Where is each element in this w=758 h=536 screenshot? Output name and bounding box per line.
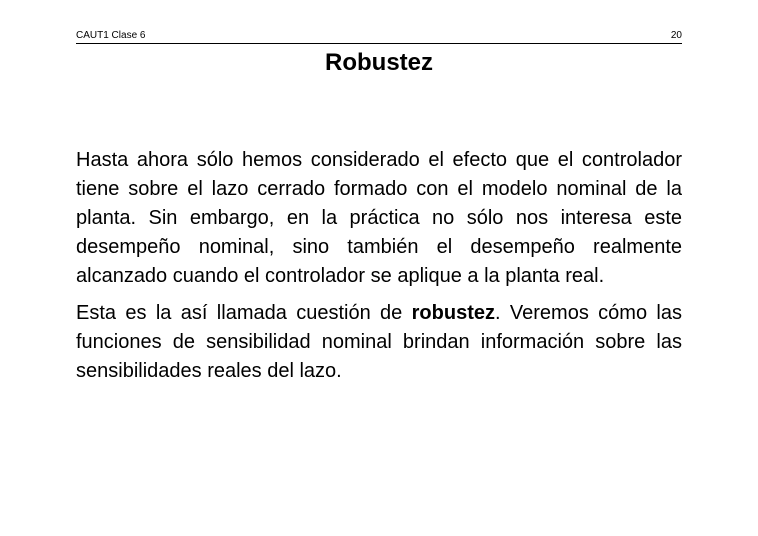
course-label: CAUT1 Clase 6 [76, 30, 146, 41]
paragraph-2-start: Esta es la así llamada cuestión de [76, 302, 412, 324]
header-divider [76, 43, 682, 44]
slide-body [76, 146, 682, 394]
slide-title: Robustez [325, 49, 433, 76]
robustez-emphasis: robustez [411, 302, 495, 324]
page-number: 20 [670, 30, 682, 41]
page-header [76, 29, 682, 43]
body-paragraph-2 [76, 299, 682, 386]
paragraph-2-end: . Veremos cómo las funciones de sensibilidad nominal brindan información sobre las sensibilidades reales del lazo. [76, 302, 682, 382]
body-paragraph-1: Hasta ahora sólo hemos considerado el efecto que el controlador tiene sobre el lazo cerrado formado con el modelo nominal de la planta. Sin embargo, en la práctica no sólo nos interesa este desempeño nominal, sino también el desempeño realmente alcanzado cuando el controlador se aplique a la planta real. [76, 149, 682, 287]
